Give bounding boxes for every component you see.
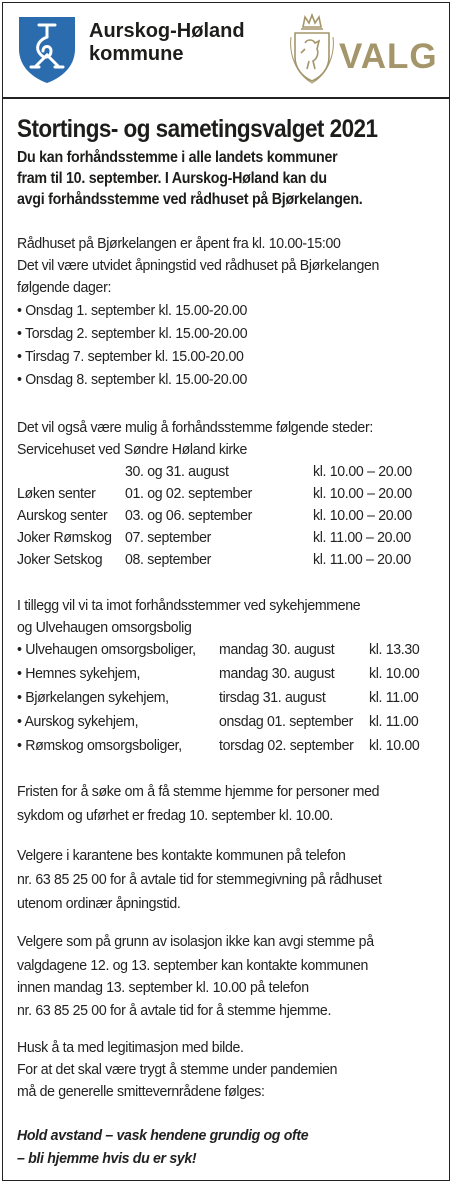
care-home-time: kl. 11.00 — [369, 689, 419, 706]
notice-frame — [2, 2, 450, 1181]
hours-line: følgende dager: — [17, 279, 112, 296]
isolation-line: nr. 63 85 25 00 for å avtale tid for å stemme hjemme. — [17, 1002, 332, 1019]
care-intro: og Ulvehaugen omsorgsbolig — [17, 619, 192, 636]
care-home-place: • Rømskog omsorgsboliger, — [17, 737, 182, 754]
isolation-line: Velgere som på grunn av isolasjon ikke kan avgi stemme på — [17, 933, 374, 950]
care-home-date: onsdag 01. september — [219, 713, 354, 730]
quarantine-line: nr. 63 85 25 00 for å avtale tid for stemmegivning på rådhuset — [17, 871, 382, 888]
location-date: 07. september — [125, 529, 212, 546]
care-intro: I tillegg vil vi ta imot forhåndsstemmer ved sykehjemmene — [17, 597, 361, 614]
deadline-line: Fristen for å søke om å få stemme hjemme for personer med — [17, 783, 380, 800]
municipality-suffix: kommune — [89, 43, 184, 65]
care-home-place: • Aurskog sykehjem, — [17, 713, 139, 730]
location-time: kl. 10.00 – 20.00 — [313, 463, 412, 480]
care-home-time: kl. 11.00 — [369, 713, 419, 730]
header-divider — [3, 97, 449, 99]
location-time: kl. 11.00 – 20.00 — [313, 529, 411, 546]
extended-day-item: • Onsdag 1. september kl. 15.00-20.00 — [17, 302, 248, 319]
coat-of-arms-icon — [289, 13, 335, 85]
care-home-date: mandag 30. august — [219, 665, 335, 682]
hours-line: Rådhuset på Bjørkelangen er åpent fra kl. 10.00-15:00 — [17, 235, 341, 252]
deadline-line: sykdom og uførhet er fredag 10. september kl. 10.00. — [17, 807, 333, 824]
extended-day-item: • Torsdag 2. september kl. 15.00-20.00 — [17, 325, 248, 342]
care-home-place: • Hemnes sykehjem, — [17, 665, 141, 682]
location-time: kl. 10.00 – 20.00 — [313, 485, 412, 502]
care-home-time: kl. 13.30 — [369, 641, 420, 658]
municipality-name: Aurskog-Høland — [89, 20, 245, 42]
closing-slogan: – bli hjemme hvis du er syk! — [17, 1150, 197, 1167]
care-home-time: kl. 10.00 — [369, 665, 420, 682]
location-time: kl. 11.00 – 20.00 — [313, 551, 411, 568]
extended-day-item: • Onsdag 8. september kl. 15.00-20.00 — [17, 371, 248, 388]
care-home-date: mandag 30. august — [219, 641, 335, 658]
care-home-place: • Bjørkelangen sykehjem, — [17, 689, 169, 706]
quarantine-line: utenom ordinær åpningstid. — [17, 895, 181, 912]
location-date: 03. og 06. september — [125, 507, 252, 524]
lead-line: Du kan forhåndsstemme i alle landets kommuner — [17, 149, 338, 166]
locations-intro: Det vil også være mulig å forhåndsstemme følgende steder: — [17, 419, 373, 436]
location-place: Løken senter — [17, 485, 96, 502]
location-date: 30. og 31. august — [125, 463, 229, 480]
id-reminder-line: Husk å ta med legitimasjon med bilde. — [17, 1039, 244, 1056]
location-place: Joker Setskog — [17, 551, 103, 568]
page-title: Stortings- og sametingsvalget 2021 — [17, 115, 378, 143]
header — [3, 3, 451, 95]
location-date: 01. og 02. september — [125, 485, 252, 502]
municipality-shield-icon — [17, 15, 77, 85]
location-place: Servicehuset ved Søndre Høland kirke — [17, 441, 248, 458]
care-home-date: torsdag 02. september — [219, 737, 354, 754]
location-place: Aurskog senter — [17, 507, 108, 524]
id-reminder-line: For at det skal være trygt å stemme under pandemien — [17, 1061, 338, 1078]
lead-line: avgi forhåndsstemme ved rådhuset på Bjørkelangen. — [17, 191, 363, 208]
isolation-line: innen mandag 13. september kl. 10.00 på telefon — [17, 979, 309, 996]
id-reminder-line: må de generelle smittevernrådene følges: — [17, 1083, 265, 1100]
care-home-place: • Ulvehaugen omsorgsboliger, — [17, 641, 196, 658]
hours-line: Det vil være utvidet åpningstid ved rådhuset på Bjørkelangen — [17, 257, 380, 274]
lead-line: fram til 10. september. I Aurskog-Høland kan du — [17, 170, 327, 187]
isolation-line: valgdagene 12. og 13. september kan kontakte kommunen — [17, 957, 369, 974]
location-place: Joker Rømskog — [17, 529, 112, 546]
location-date: 08. september — [125, 551, 212, 568]
closing-slogan: Hold avstand – vask hendene grundig og ofte — [17, 1127, 309, 1144]
extended-day-item: • Tirsdag 7. september kl. 15.00-20.00 — [17, 348, 244, 365]
care-home-date: tirsdag 31. august — [219, 689, 326, 706]
quarantine-line: Velgere i karantene bes kontakte kommunen på telefon — [17, 847, 346, 864]
election-logo-text: VALG — [339, 37, 438, 76]
location-time: kl. 10.00 – 20.00 — [313, 507, 412, 524]
care-home-time: kl. 10.00 — [369, 737, 420, 754]
